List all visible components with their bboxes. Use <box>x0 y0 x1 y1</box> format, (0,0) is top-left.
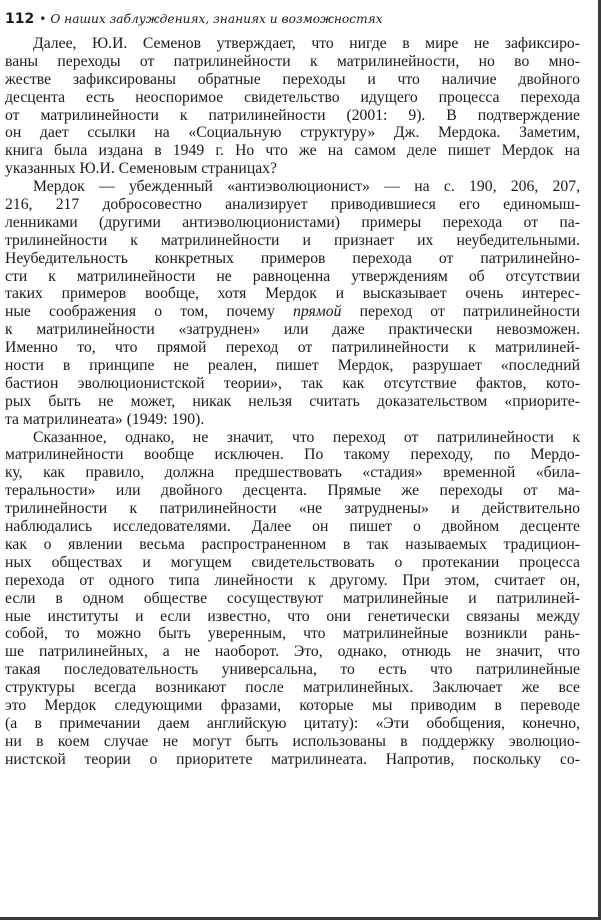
text-line: нистской теории о приоритете матрилинеата. Напротив, поскольку со- <box>5 750 580 768</box>
text-line: ше патрилинейных, а не наоборот. Это, однако, отнюдь не значит, что <box>5 643 580 661</box>
text-line: ленниками (другими антиэволюционистами) примеры перехода от па- <box>5 213 580 231</box>
text-segment: переход от патрилинейности <box>359 303 580 321</box>
text-line: ни в коем случае не могут быть использованы в поддержку эволюцио- <box>5 732 580 750</box>
paragraph-2 <box>5 178 580 428</box>
text-line: десцента есть неоспоримое свидетельство идущего процесса перехода <box>5 88 580 106</box>
text-line: ваны переходы от патрилинейности к матрилинейности, но во мно- <box>5 52 580 70</box>
text-line: та матрилинеата» (1949: 190). <box>5 410 205 428</box>
text-line: таких примеров вообще, хотя Мердок и высказывает очень интерес- <box>5 285 580 303</box>
text-segment: ные соображения о том, почему <box>5 303 275 321</box>
text-line: сти к матрилинейности не равноценна утверждениям об отсутствии <box>5 267 580 285</box>
text-line: трилинейности к патрилинейности «не затруднены» и действительно <box>5 500 580 518</box>
text-line: структуры всегда возникают после матрилинейных. Заключает же все <box>5 679 580 697</box>
text-line: жестве зафиксированы обратные переходы и что наличие двойного <box>5 70 580 88</box>
text-line: книга была издана в 1949 г. Но что же на самом деле пишет Мердок на <box>5 142 580 160</box>
text-line: Неубедительность конкретных примеров перехода от патрилинейно- <box>5 249 580 267</box>
text-line: ности в принципе не реален, пишет Мердок, разрушает «последний <box>5 357 580 375</box>
emphasized-word: прямой <box>292 303 342 321</box>
text-line: ные институты и если известно, что они генетически связаны между <box>5 607 580 625</box>
body-text <box>5 35 580 769</box>
text-line: теральности» или двойного десцента. Прямые же переходы от ма- <box>5 482 580 500</box>
text-line: ных обществах и могущем свидетельствовать о протекании процесса <box>5 553 580 571</box>
text-line: такая последовательность универсальна, то есть что патрилинейные <box>5 661 580 679</box>
text-line: если в одном обществе сосуществуют матрилинейные и патрилиней- <box>5 589 580 607</box>
text-line: как о явлении весьма распространенном в так называемых традицион- <box>5 535 580 553</box>
text-line-with-emphasis <box>5 303 580 321</box>
text-line: Сказанное, однако, не значит, что переход от патрилинейности к <box>33 428 580 446</box>
paragraph-3 <box>5 429 580 769</box>
text-line: он дает ссылки на «Социальную структуру» Дж. Мердока. Заметим, <box>5 124 580 142</box>
text-line: ку, как правило, должна предшествовать «стадия» временной «била- <box>5 464 580 482</box>
page-number: 112 <box>5 11 35 27</box>
text-line: матрилинейности вообще исключен. По такому переходу, по Мердо- <box>5 446 580 464</box>
text-line: это Мердок следующими фразами, которые мы приводим в переводе <box>5 696 580 714</box>
paragraph-1 <box>5 35 580 178</box>
text-line: к матрилинейности «затруднен» или даже практически невозможен. <box>5 321 580 339</box>
running-title: О наших заблуждениях, знаниях и возможностях <box>50 12 383 26</box>
text-line: указанных Ю.И. Семеновым страницах? <box>5 160 277 178</box>
text-line: Мердок — убежденный «антиэволюционист» — на с. 190, 206, 207, <box>33 178 580 196</box>
text-line: от матрилинейности к патрилинейности (2001: 9). В подтверждение <box>5 106 580 124</box>
text-line: 216, 217 добросовестно анализирует приводившиеся его единомыш- <box>5 196 580 214</box>
text-line: перехода от одного типа линейности к другому. При этом, считает он, <box>5 571 580 589</box>
text-line: бастион эволюционистской теории», так как отсутствие фактов, кото- <box>5 374 580 392</box>
text-line: собой, то можно быть уверенным, что матрилинейные возникли рань- <box>5 625 580 643</box>
text-line: трилинейности к матрилинейности и признает их неубедительными. <box>5 231 580 249</box>
text-line: Именно то, что прямой переход от патрилинейности к матрилиней- <box>5 339 580 357</box>
text-line: наблюдались исследователями. Далее он пишет о двойном десценте <box>5 518 580 536</box>
header-separator: • <box>39 12 47 26</box>
running-head <box>5 10 585 29</box>
text-line: Далее, Ю.И. Семенов утверждает, что нигде в мире не зафиксиро- <box>33 35 580 52</box>
text-line: рых быть не может, никак нельзя считать доказательством «приорите- <box>5 392 580 410</box>
text-line: (а в примечании даем английскую цитату): «Эти обобщения, конечно, <box>5 714 580 732</box>
